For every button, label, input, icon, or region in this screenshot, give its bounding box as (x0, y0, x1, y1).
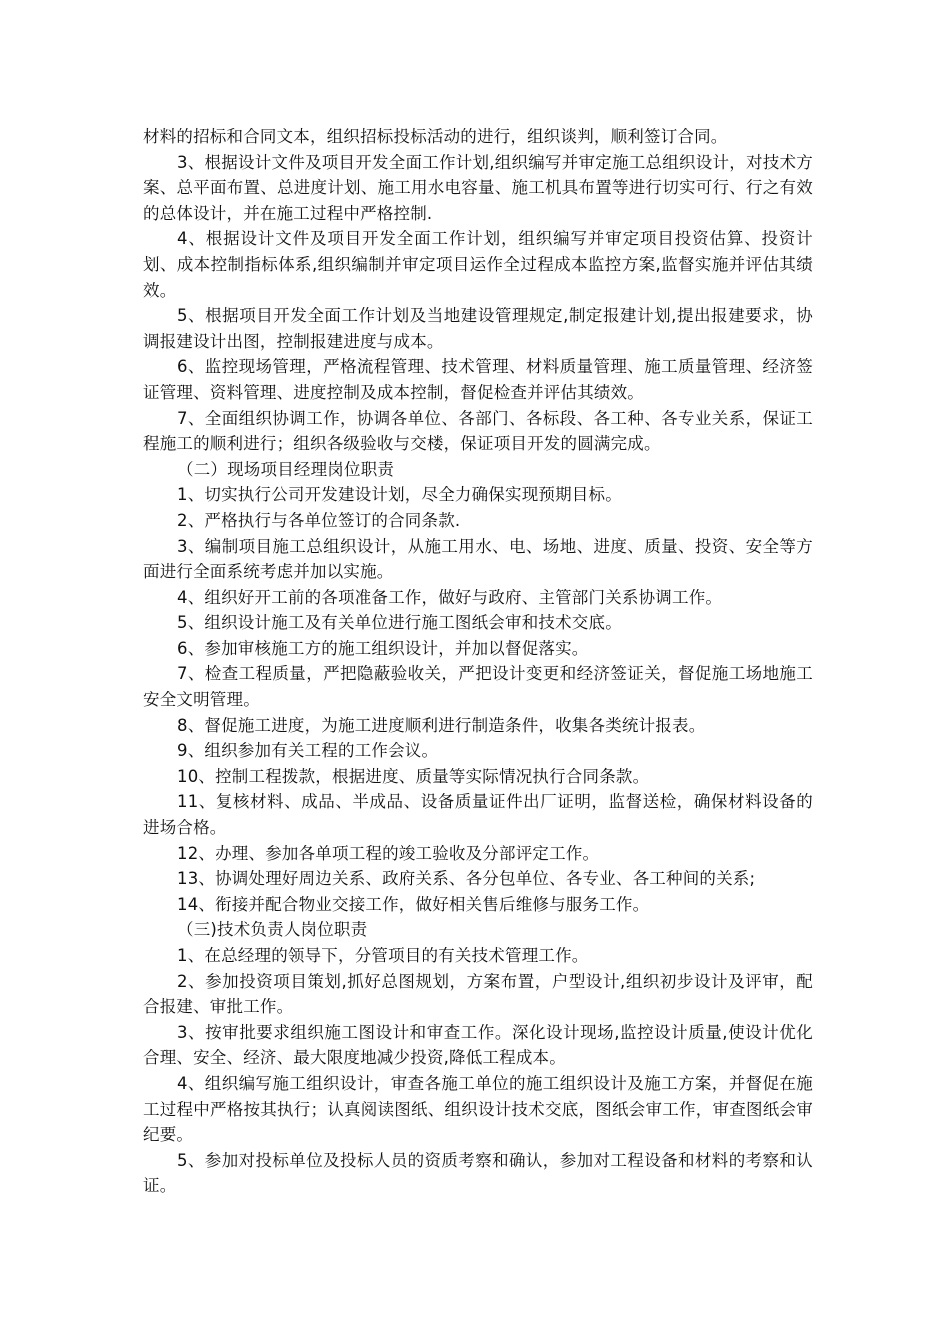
duty-item: 6、监控现场管理，严格流程管理、技术管理、材料质量管理、施工质量管理、经济签证管理、资料管理、进度控制及成本控制，督促检查并评估其绩效。 (143, 357, 813, 402)
duty-item: 5、组织设计施工及有关单位进行施工图纸会审和技术交底。 (177, 613, 622, 633)
duty-item: 7、全面组织协调工作，协调各单位、各部门、各标段、各工种、各专业关系，保证工程施工的顺利进行；组织各级验收与交楼，保证项目开发的圆满完成。 (143, 408, 813, 454)
duty-item: 14、衔接并配合物业交接工作，做好相关售后维修与服务工作。 (177, 894, 650, 914)
duty-item: 13、协调处理好周边关系、政府关系、各分包单位、各专业、各工种间的关系; (177, 869, 756, 889)
duty-item: 5、根据项目开发全面工作计划及当地建设管理规定,制定报建计划,提出报建要求，协调报建设计出图，控制报建进度与成本。 (143, 306, 813, 351)
duty-item: 1、切实执行公司开发建设计划，尽全力确保实现预期目标。 (177, 485, 622, 505)
duty-item: 3、按审批要求组织施工图设计和审查工作。深化设计现场,监控设计质量,使设计优化合理、安全、经济、最大限度地减少投资,降低工程成本。 (143, 1022, 813, 1068)
paragraph-continuation: 材料的招标和合同文本，组织招标投标活动的进行，组织谈判，顺利签订合同。 (143, 127, 728, 146)
duty-item: 5、参加对投标单位及投标人员的资质考察和确认，参加对工程设备和材料的考察和认证。 (143, 1150, 813, 1196)
section-heading: （三)技术负责人岗位职责 (177, 920, 368, 940)
duty-item: 8、督促施工进度，为施工进度顺利进行制造条件，收集各类统计报表。 (177, 715, 706, 735)
duty-item: 4、组织编写施工组织设计，审查各施工单位的施工组织设计及施工方案，并督促在施工过程中严格按其执行；认真阅读图纸、组织设计技术交底，图纸会审工作，审查图纸会审纪要。 (143, 1073, 813, 1145)
duty-item: 10、控制工程拨款，根据进度、质量等实际情况执行合同条款。 (177, 766, 650, 786)
duty-item: 7、检查工程质量，严把隐蔽验收关，严把设计变更和经济签证关，督促施工场地施工安全文明管理。 (143, 664, 813, 710)
duty-item: 9、组织参加有关工程的工作会议。 (177, 741, 439, 761)
duty-item: 6、参加审核施工方的施工组织设计，并加以督促落实。 (177, 638, 589, 658)
duty-item: 3、根据设计文件及项目开发全面工作计划,组织编写并审定施工总组织设计，对技术方案、总平面布置、总进度计划、施工用水电容量、施工机具布置等进行切实可行、行之有效的总体设计，并在施工过程中严格控制. (143, 152, 813, 223)
document-body (143, 124, 813, 1199)
duty-item: 2、严格执行与各单位签订的合同条款. (177, 510, 461, 530)
duty-item: 12、办理、参加各单项工程的竣工验收及分部评定工作。 (177, 843, 600, 863)
duty-item: 1、在总经理的领导下，分管项目的有关技术管理工作。 (177, 946, 589, 965)
duty-item: 3、编制项目施工总组织设计，从施工用水、电、场地、进度、质量、投资、安全等方面进行全面系统考虑并加以实施。 (143, 536, 813, 582)
duty-item: 11、复核材料、成品、半成品、设备质量证件出厂证明，监督送检，确保材料设备的进场合格。 (143, 792, 813, 838)
duty-item: 2、参加投资项目策划,抓好总图规划，方案布置，户型设计,组织初步设计及评审，配合报建、审批工作。 (143, 971, 813, 1017)
section-heading: （二）现场项目经理岗位职责 (177, 459, 395, 479)
duty-item: 4、组织好开工前的各项准备工作，做好与政府、主管部门关系协调工作。 (177, 587, 723, 607)
duty-item: 4、根据设计文件及项目开发全面工作计划，组织编写并审定项目投资估算、投资计划、成本控制指标体系,组织编制并审定项目运作全过程成本监控方案,监督实施并评估其绩效。 (143, 229, 813, 300)
